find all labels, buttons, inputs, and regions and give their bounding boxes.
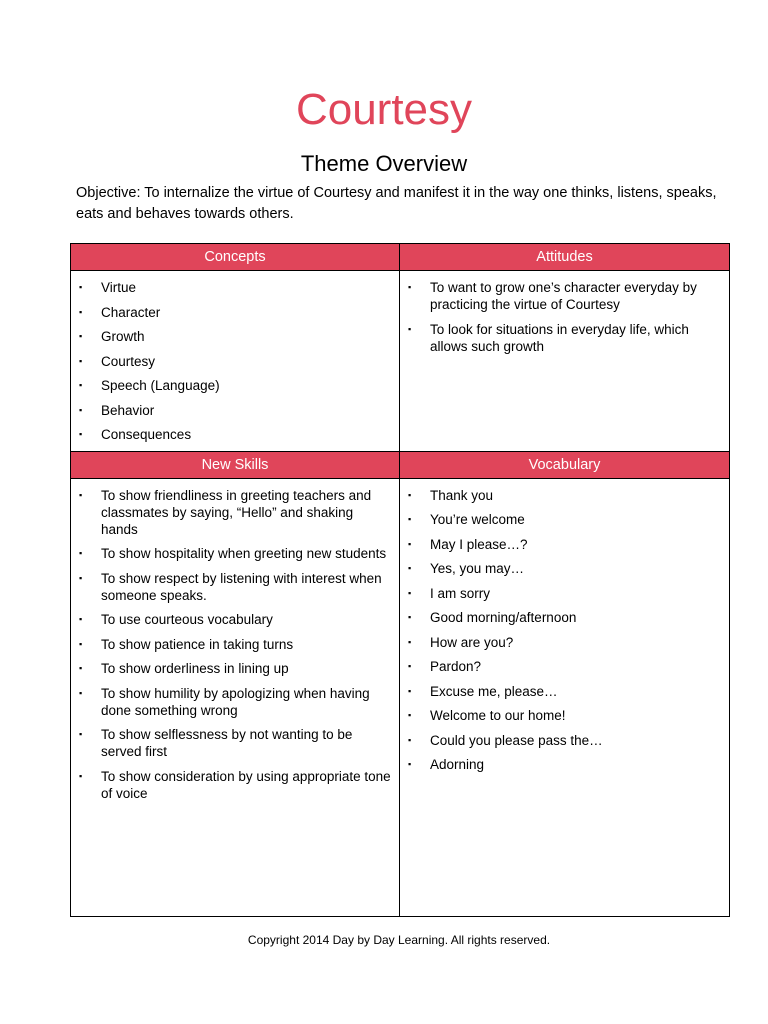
list-item: ▪ To show consideration by using appropriate tone of voice [77,768,391,802]
page-title: Courtesy [295,85,473,134]
list-item: ▪ Consequences [77,426,391,443]
list-item: ▪ Growth [77,328,391,345]
list-item: ▪ Thank you [406,487,721,504]
concepts-heading: Concepts [71,244,400,271]
list-item: ▪ To show patience in taking turns [77,636,391,653]
attitudes-cell [400,271,730,452]
list-item: ▪ To show hospitality when greeting new students [77,545,391,562]
list-item: ▪ Yes, you may… [406,560,721,577]
list-item: ▪ To show friendliness in greeting teachers and classmates by saying, “Hello” and shaking hands [77,487,391,538]
page-subtitle: Theme Overview [300,151,468,176]
list-item: ▪ I am sorry [406,585,721,602]
list-item: ▪ To show orderliness in lining up [77,660,391,677]
list-item: ▪ How are you? [406,634,721,651]
new-skills-cell [71,478,400,916]
list-item: ▪ To show selflessness by not wanting to be served first [77,726,391,760]
concepts-cell [71,271,400,452]
vocabulary-cell [400,478,730,916]
list-item: ▪ Speech (Language) [77,377,391,394]
list-item: ▪ To want to grow one’s character everyday by practicing the virtue of Courtesy [406,279,721,313]
new-skills-list [71,479,399,802]
objective-text: Objective: To internalize the virtue of Courtesy and manifest it in the way one thinks, listens, speaks, eats and behaves towards others. [76,185,717,222]
list-item: ▪ Behavior [77,402,391,419]
list-item: ▪ Could you please pass the… [406,732,721,749]
attitudes-list [400,271,729,355]
list-item: ▪ Adorning [406,756,721,773]
list-item: ▪ Courtesy [77,353,391,370]
list-item: ▪ Character [77,304,391,321]
list-item: ▪ You’re welcome [406,511,721,528]
attitudes-heading: Attitudes [400,244,730,271]
list-item: ▪ To show respect by listening with interest when someone speaks. [77,570,391,604]
copyright-footer: Copyright 2014 Day by Day Learning. All rights reserved. [247,933,551,947]
vocabulary-list [400,479,729,774]
vocabulary-heading: Vocabulary [400,451,730,478]
list-item: ▪ May I please…? [406,536,721,553]
list-item: ▪ To look for situations in everyday life, which allows such growth [406,321,721,355]
list-item: ▪ To use courteous vocabulary [77,611,391,628]
list-item: ▪ Pardon? [406,658,721,675]
concepts-list [71,271,399,443]
theme-overview-table [70,243,730,917]
list-item: ▪ Welcome to our home! [406,707,721,724]
list-item: ▪ To show humility by apologizing when having done something wrong [77,685,391,719]
list-item: ▪ Good morning/afternoon [406,609,721,626]
list-item: ▪ Excuse me, please… [406,683,721,700]
list-item: ▪ Virtue [77,279,391,296]
new-skills-heading: New Skills [71,451,400,478]
